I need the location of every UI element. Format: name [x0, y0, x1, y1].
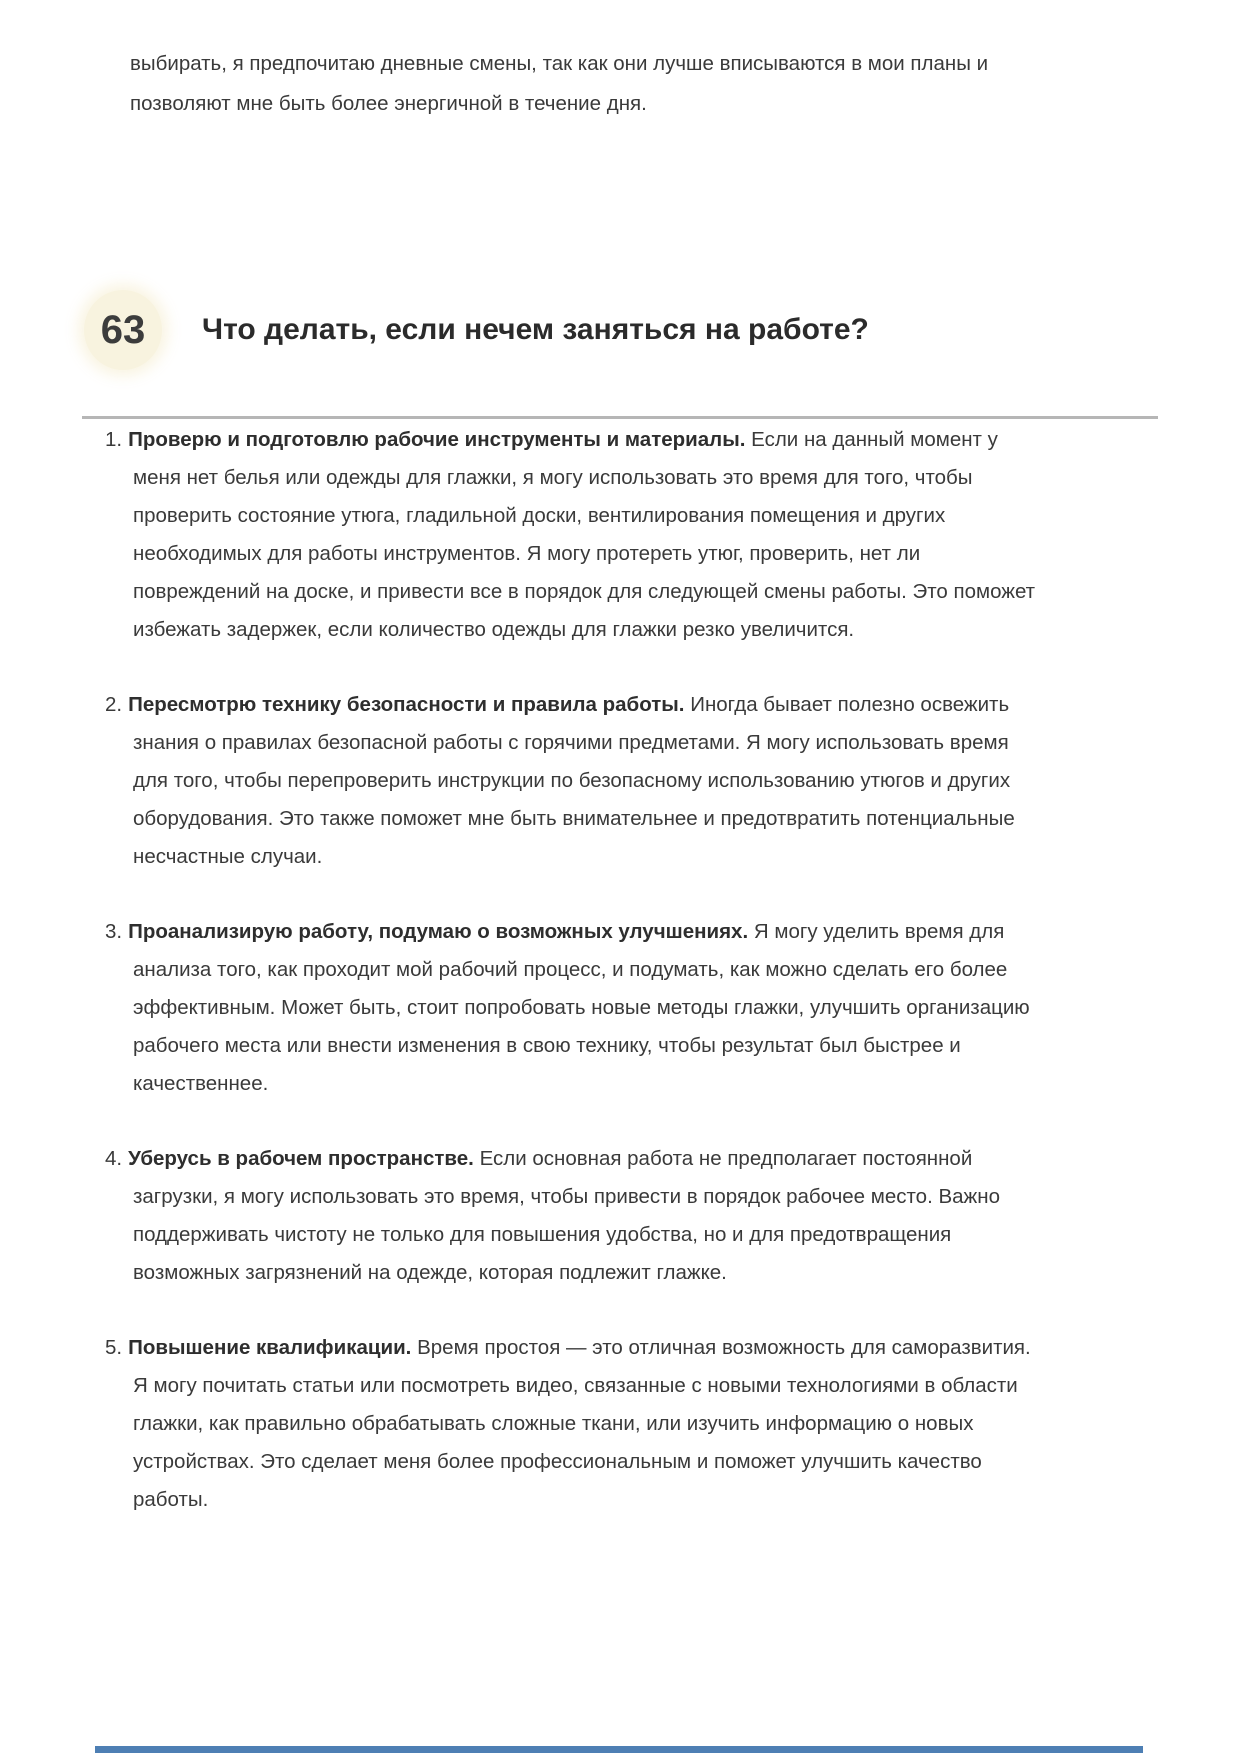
section-divider	[82, 416, 1158, 419]
answer-item-5	[105, 1329, 1045, 1519]
answer-lead: Повышение квалификации.	[128, 1336, 412, 1359]
bottom-progress-bar	[95, 1746, 1143, 1753]
answer-item-4	[105, 1140, 1045, 1292]
answer-text: Иногда бывает полезно освежить знания о правилах безопасной работы с горячими предметами. Я могу использовать время для того, чтобы перепроверить инструкции по безопасному использованию утюгов и других оборудования. Это также поможет мне быть внимательнее и предотвратить потенциальные несчастные случаи.	[133, 693, 1015, 868]
answer-number: 3.	[105, 920, 123, 943]
answer-number: 2.	[105, 693, 123, 716]
answer-text: Я могу уделить время для анализа того, как проходит мой рабочий процесс, и подумать, как можно сделать его более эффективным. Может быть, стоит попробовать новые методы глажки, улучшить организацию рабочего места или внести изменения в свою технику, чтобы результат был быстрее и качественнее.	[133, 920, 1030, 1095]
answer-number: 5.	[105, 1336, 123, 1359]
question-header	[84, 290, 869, 370]
answer-text: Если основная работа не предполагает постоянной загрузки, я могу использовать это время, чтобы привести в порядок рабочее место. Важно поддерживать чистоту не только для повышения удобства, но и для предотвращения возможных загрязнений на одежде, которая подлежит глажке.	[133, 1147, 1000, 1284]
question-title: Что делать, если нечем заняться на работе?	[202, 313, 869, 346]
previous-answer-continuation: выбирать, я предпочитаю дневные смены, так как они лучше вписываются в мои планы и позволяют мне быть более энергичной в течение дня.	[130, 52, 989, 115]
answer-number: 1.	[105, 428, 123, 451]
answers-list	[105, 421, 1045, 1556]
answer-text: Если на данный момент у меня нет белья или одежды для глажки, я могу использовать это время для того, чтобы проверить состояние утюга, гладильной доски, вентилирования помещения и других необходимых для работы инструментов. Я могу протереть утюг, проверить, нет ли повреждений на доске, и привести все в порядок для следующей смены работы. Это поможет избежать задержек, если количество одежды для глажки резко увеличится.	[133, 428, 1036, 641]
question-number: 63	[100, 307, 146, 352]
answer-text: Время простоя — это отличная возможность для саморазвития. Я могу почитать статьи или посмотреть видео, связанные с новыми технологиями в области глажки, как правильно обрабатывать сложные ткани, или изучить информацию о новых устройствах. Это сделает меня более профессиональным и поможет улучшить качество работы.	[133, 1336, 1031, 1511]
answer-lead: Пересмотрю технику безопасности и правила работы.	[128, 693, 685, 716]
answer-item-1	[105, 421, 1045, 649]
answer-number: 4.	[105, 1147, 123, 1170]
answer-item-2	[105, 686, 1045, 876]
answer-lead: Уберусь в рабочем пространстве.	[128, 1147, 474, 1170]
answer-lead: Проанализирую работу, подумаю о возможных улучшениях.	[128, 920, 749, 943]
question-number-badge	[84, 290, 162, 370]
answer-item-3	[105, 913, 1045, 1103]
answer-lead: Проверю и подготовлю рабочие инструменты и материалы.	[128, 428, 746, 451]
